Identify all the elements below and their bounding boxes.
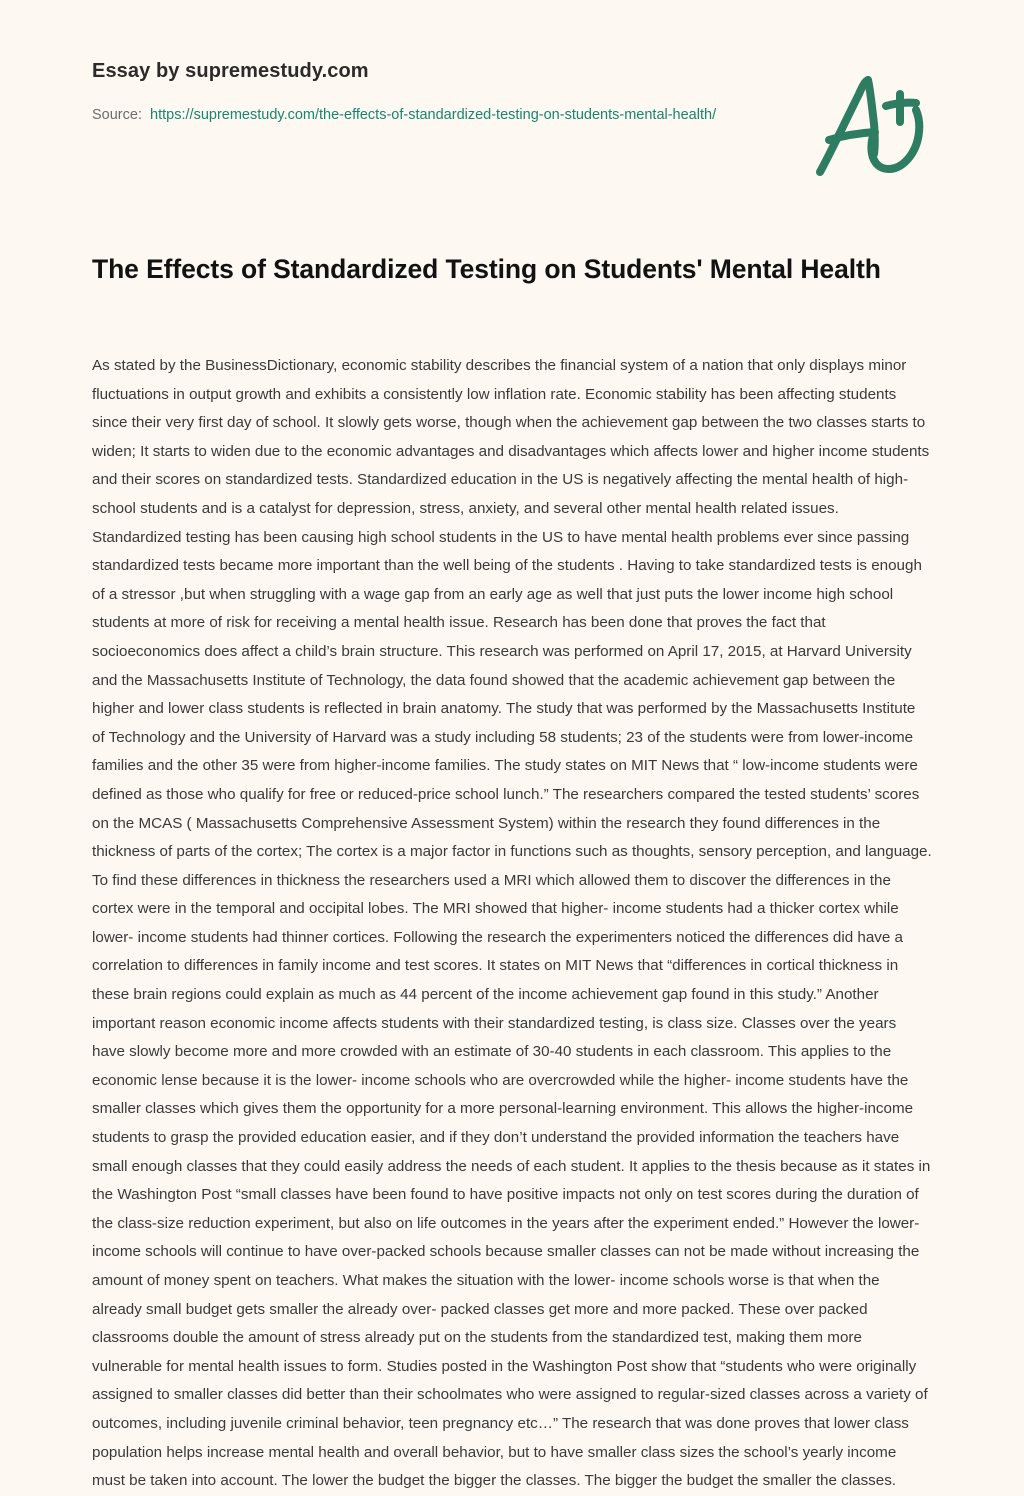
a-plus-handwritten-logo-icon: [812, 72, 934, 180]
source-line: [92, 103, 772, 128]
essay-byline: Essay by supremestudy.com: [92, 60, 369, 82]
essay-body: [92, 352, 932, 1496]
essay-body-paragraph: As stated by the BusinessDictionary, economic stability describes the financial system of a nation that only displays minor fluctuations in output growth and exhibits a consistently low inflation rate. Economic stability has been affecting students since their very first day of school. It slowly gets worse, though when the achievement gap between the two classes starts to widen; It starts to widen due to the economic advantages and disadvantages which affects lower and higher income students and their scores on standardized tests. Standardized education in the US is negatively affecting the mental health of high-school students and is a catalyst for depression, stress, anxiety, and several other mental health related issues. Standardized testing has been causing high school students in the US to have mental health problems ever since passing standardized tests became more important than the well being of the students . Having to take standardized tests is enough of a stressor ,but when struggling with a wage gap from an early age as well that just puts the lower income high school students at more of risk for receiving a mental health issue. Research has been done that proves the fact that socioeconomics does affect a child’s brain structure. This research was performed on April 17, 2015, at Harvard University and the Massachusetts Institute of Technology, the data found showed that the academic achievement gap between the higher and lower class students is reflected in brain anatomy. The study that was performed by the Massachusetts Institute of Technology and the University of Harvard was a study including 58 students; 23 of the students were from lower-income families and the other 35 were from higher-income families. The study states on MIT News that “ low-income students were defined as those who qualify for free or reduced-price school lunch.” The researchers compared the tested students’ scores on the MCAS ( Massachusetts Comprehensive Assessment System) within the research they found differences in the thickness of parts of the cortex; The cortex is a major factor in functions such as thoughts, sensory perception, and language. To find these differences in thickness the researchers used a MRI which allowed them to discover the differences in the cortex were in the temporal and occipital lobes. The MRI showed that higher- income students had a thicker cortex while lower- income students had thinner cortices. Following the research the experimenters noticed the differences did have a correlation to differences in family income and test scores. It states on MIT News that “differences in cortical thickness in these brain regions could explain as much as 44 percent of the income achievement gap found in this study.” Another important reason economic income affects students with their standardized testing, is class size. Classes over the years have slowly become more and more crowded with an estimate of 30-40 students in each classroom. This applies to the economic lense because it is the lower- income schools who are overcrowded while the higher- income students have the smaller classes which gives them the opportunity for a more personal-learning environment. This allows the higher-income students to grasp the provided education easier, and if they don’t understand the provided information the teachers have small enough classes that they could easily address the needs of each student. It applies to the thesis because as it states in the Washington Post “small classes have been found to have positive impacts not only on test scores during the duration of the class-size reduction experiment, but also on life outcomes in the years after the experiment ended.” However the lower-income schools will continue to have over-packed schools because smaller classes can not be made without increasing the amount of money spent on teachers. What makes the situation with the lower- income schools worse is that when the already small budget gets smaller the already over- packed classes get more and more packed. These over packed classrooms double the amount of stress already put on the students from the standardized test, making them more vulnerable for mental health issues to form. Studies posted in the Washington Post show that “students who were originally assigned to smaller classes did better than their schoolmates who were assigned to regular-sized classes across a variety of outcomes, including juvenile criminal behavior, teen pregnancy etc…” The research that was done proves that lower class population helps increase mental health and overall behavior, but to have smaller class sizes the school’s yearly income must be taken into account. The lower the budget the bigger the classes. The bigger the budget the smaller the classes.: [92, 357, 932, 1490]
source-url-link[interactable]: https://supremestudy.com/the-effects-of-standardized-testing-on-students-mental-health/: [150, 107, 717, 123]
source-label: Source:: [92, 107, 142, 123]
page-header: [0, 0, 1024, 215]
page-title: The Effects of Standardized Testing on Students' Mental Health: [92, 254, 881, 284]
header-text-block: [92, 58, 772, 128]
